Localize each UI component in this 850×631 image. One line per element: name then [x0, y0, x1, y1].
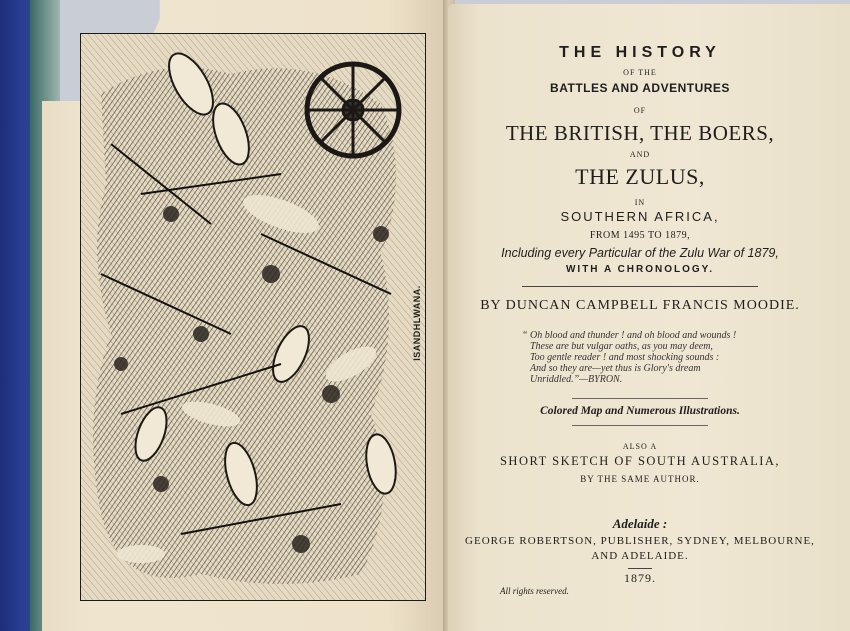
title-of: OF: [633, 106, 647, 115]
imprint-place: Adelaide :: [612, 516, 668, 531]
title-chronology: WITH A CHRONOLOGY.: [565, 264, 715, 275]
rights-notice: All rights reserved.: [500, 586, 569, 596]
engraving-illustration: [81, 34, 425, 600]
epigraph-quote: [522, 330, 782, 385]
imprint-publisher: GEORGE ROBERTSON, PUBLISHER, SYDNEY, MELBOURNE,: [465, 535, 815, 547]
quote-line: These are but vulgar oaths, as you may deem,: [530, 341, 713, 352]
title-region: SOUTHERN AFRICA,: [560, 209, 720, 224]
title-heading: THE HISTORY: [559, 44, 721, 61]
title-and: AND: [629, 150, 651, 159]
title-illustrations: Colored Map and Numerous Illustrations.: [540, 405, 740, 417]
imprint-year: 1879.: [624, 571, 656, 585]
engraving-caption: ISANDHLWANA.: [412, 285, 422, 361]
divider-rule: [628, 568, 652, 569]
title-dates: FROM 1495 TO 1879,: [589, 230, 691, 241]
title-including: Including every Particular of the Zulu War of 1879,: [501, 246, 779, 260]
title-subheading: BATTLES AND ADVENTURES: [550, 81, 730, 95]
title-also: ALSO A: [622, 442, 658, 451]
divider-rule: [572, 398, 708, 399]
title-sketch: SHORT SKETCH OF SOUTH AUSTRALIA,: [499, 454, 781, 468]
title-author: BY DUNCAN CAMPBELL FRANCIS MOODIE.: [480, 298, 800, 313]
title-zulus: THE ZULUS,: [575, 164, 705, 189]
title-same-author: BY THE SAME AUTHOR.: [580, 474, 700, 484]
quote-line: And so they are—yet thus is Glory's dream: [530, 363, 701, 374]
quote-line: Unriddled.”—BYRON.: [530, 374, 623, 385]
title-british-boers: THE BRITISH, THE BOERS,: [505, 121, 775, 145]
title-of-the: OF THE: [623, 68, 657, 77]
title-in: IN: [634, 198, 646, 207]
battle-engraving: [80, 33, 426, 601]
divider-rule: [522, 286, 758, 287]
divider-rule: [572, 425, 708, 426]
quote-line: Too gentle reader ! and most shocking sounds :: [530, 352, 720, 363]
imprint-publisher-cont: AND ADELAIDE.: [591, 550, 689, 562]
quote-line: “ Oh blood and thunder ! and oh blood and wounds !: [522, 330, 737, 341]
wagon-wheel: [307, 64, 399, 156]
title-page: [460, 30, 820, 630]
